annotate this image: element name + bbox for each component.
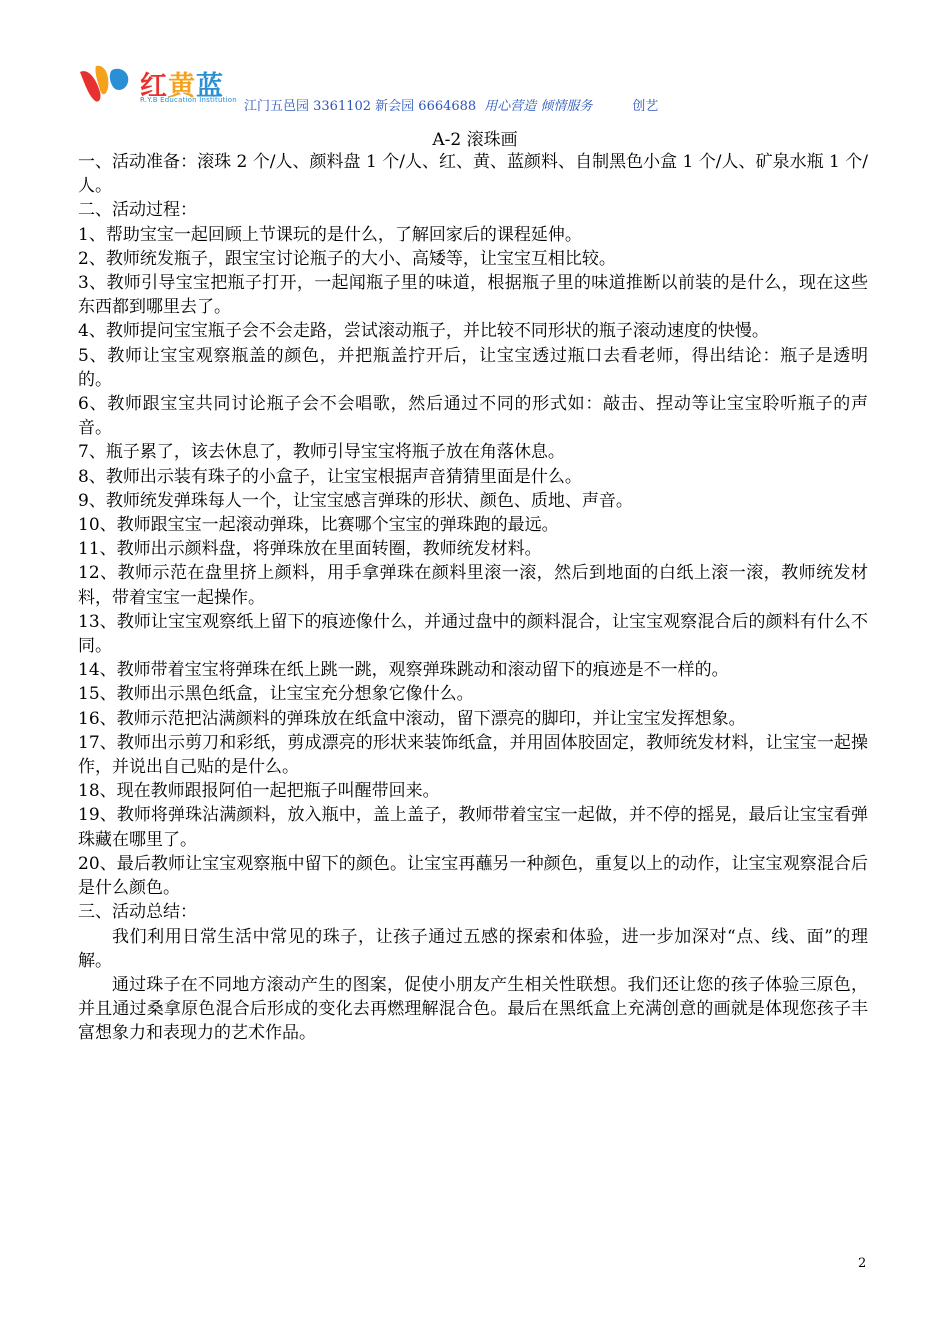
summary-paragraph: 我们利用日常生活中常见的珠子，让孩子通过五感的探索和体验，进一步加深对“点、线、面”的理解。	[78, 926, 868, 971]
step-item: 6、教师跟宝宝共同讨论瓶子会不会唱歌，然后通过不同的形式如：敲击、捏动等让宝宝聆听瓶子的声音。	[78, 394, 868, 439]
page-number: 2	[858, 1256, 867, 1271]
ryb-logo	[78, 62, 238, 110]
step-item: 4、教师提问宝宝瓶子会不会走路，尝试滚动瓶子，并比较不同形状的瓶子滚动速度的快慢。	[78, 321, 769, 342]
paragraph: 一、活动准备：滚珠 2 个/人、颜料盘 1 个/人、红、黄、蓝颜料、自制黑色小盒 1 个/人、矿泉水瓶 1 个/人。	[78, 152, 868, 197]
step-item: 17、教师出示剪刀和彩纸，剪成漂亮的形状来装饰纸盒，并用固体胶固定，教师统发材料，让宝宝一起操作，并说出自己贴的是什么。	[78, 732, 868, 778]
step-item: 11、教师出示颜料盘，将弹珠放在里面转圈，教师统发材料。	[78, 539, 542, 560]
section-heading: 二、活动过程：	[78, 200, 197, 221]
ryb-logo-icon	[78, 64, 136, 106]
step-item: 13、教师让宝宝观察纸上留下的痕迹像什么，并通过盘中的颜料混合，让宝宝观察混合后的颜料有什么不同。	[78, 611, 868, 657]
document-body	[78, 150, 868, 1046]
header-contact-line	[244, 95, 658, 114]
step-item: 14、教师带着宝宝将弹珠在纸上跳一跳，观察弹珠跳动和滚动留下的痕迹是不一样的。	[78, 660, 729, 681]
step-item: 18、现在教师跟报阿伯一起把瓶子叫醒带回来。	[78, 781, 440, 802]
logo-char-red: 红	[140, 71, 168, 102]
logo-subtitle: R.Y.B Education Institution	[140, 96, 237, 104]
step-item: 3、教师引导宝宝把瓶子打开，一起闻瓶子里的味道，根据瓶子里的味道推断以前装的是什么，现在这些东西都到哪里去了。	[78, 273, 868, 318]
step-item: 9、教师统发弹珠每人一个，让宝宝感言弹珠的形状、颜色、质地、声音。	[78, 490, 633, 511]
logo-char-yellow: 黄	[168, 71, 196, 102]
step-item: 16、教师示范把沾满颜料的弹珠放在纸盒中滚动，留下漂亮的脚印，并让宝宝发挥想象。	[78, 708, 746, 729]
logo-char-blue: 蓝	[196, 71, 224, 102]
step-item: 5、教师让宝宝观察瓶盖的颜色，并把瓶盖拧开后，让宝宝透过瓶口去看老师，得出结论：瓶子是透明的。	[78, 345, 868, 390]
header-tag: 创艺	[632, 99, 659, 114]
step-item: 12、教师示范在盘里挤上颜料，用手拿弹珠在颜料里滚一滚，然后到地面的白纸上滚一滚，教师统发材料，带着宝宝一起操作。	[78, 563, 868, 608]
step-item: 7、瓶子累了，该去休息了，教师引导宝宝将瓶子放在角落休息。	[78, 442, 565, 463]
step-item: 19、教师将弹珠沾满颜料，放入瓶中，盖上盖子，教师带着宝宝一起做，并不停的摇晃，最后让宝宝看弹珠藏在哪里了。	[78, 805, 868, 850]
step-item: 10、教师跟宝宝一起滚动弹珠，比赛哪个宝宝的弹珠跑的最远。	[78, 515, 559, 536]
step-item: 1、帮助宝宝一起回顾上节课玩的是什么，了解回家后的课程延伸。	[78, 224, 582, 245]
step-item: 2、教师统发瓶子，跟宝宝讨论瓶子的大小、高矮等，让宝宝互相比较。	[78, 248, 616, 269]
step-item: 15、教师出示黑色纸盒，让宝宝充分想象它像什么。	[78, 684, 474, 705]
step-item: 8、教师出示装有珠子的小盒子，让宝宝根据声音猜猜里面是什么。	[78, 466, 582, 487]
contact-phones: 江门五邑园 3361102 新会园 6664688	[244, 99, 477, 114]
page-title: A-2 滚珠画	[432, 130, 518, 150]
step-item: 20、最后教师让宝宝观察瓶中留下的颜色。让宝宝再蘸另一种颜色，重复以上的动作，让宝宝观察混合后是什么颜色。	[78, 853, 868, 899]
section-heading: 三、活动总结：	[78, 902, 197, 923]
page-header	[78, 62, 878, 114]
header-slogan: 用心营造 倾情服务	[484, 99, 593, 114]
summary-paragraph: 通过珠子在不同地方滚动产生的图案，促使小朋友产生相关性联想。我们还让您的孩子体验三原色，并且通过桑拿原色混合后形成的变化去再燃理解混合色。最后在黑纸盒上充满创意的画就是体现您孩子丰富想象力和表现力的艺术作品。	[78, 974, 868, 1044]
